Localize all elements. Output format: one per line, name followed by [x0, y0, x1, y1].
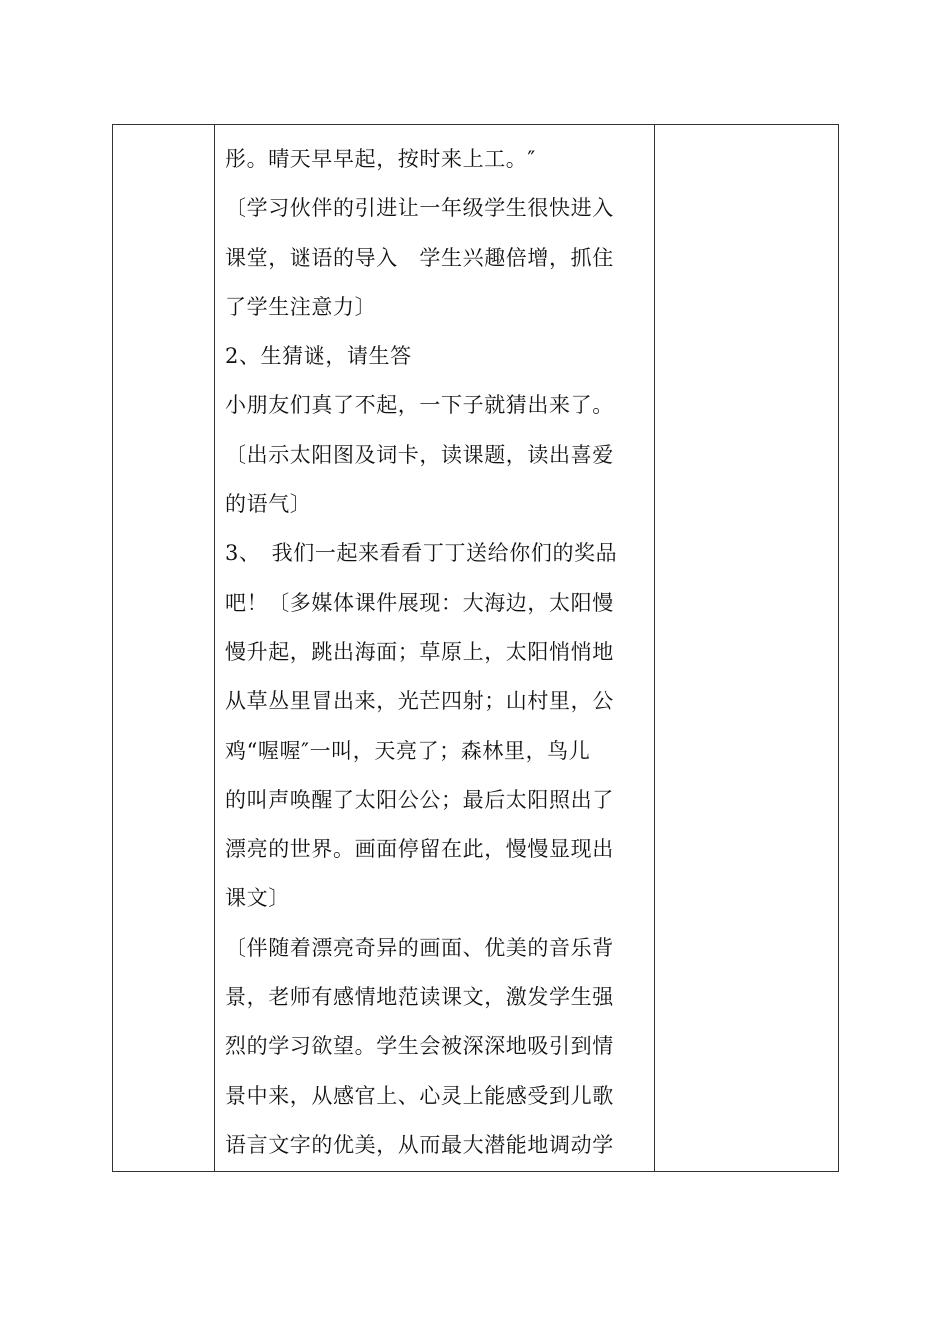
text-line: 课堂，谜语的导入 学生兴趣倍增，抓住: [225, 245, 614, 270]
text-line: 3、 我们一起来看看丁丁送给你们的奖品: [225, 541, 618, 566]
text-line: 小朋友们真了不起，一下子就猜出来了。: [225, 393, 614, 418]
text-line: 彤。晴天早早起，按时来上工。″: [225, 147, 536, 171]
text-line: 的叫声唤醒了太阳公公；最后太阳照出了: [225, 787, 614, 812]
text-line: 语言文字的优美，从而最大潜能地调动学: [225, 1132, 614, 1157]
text-line: 2、生猜谜，请生答: [225, 344, 412, 369]
table-row: [113, 125, 839, 1172]
text-line: 漂亮的世界。画面停留在此，慢慢显现出: [225, 837, 614, 862]
text-line: 景中来，从感官上、心灵上能感受到儿歌: [225, 1083, 614, 1108]
text-line: 了学生注意力〕: [225, 294, 377, 319]
lesson-content: [215, 125, 654, 1170]
text-line: 吧！〔多媒体课件展现：大海边，太阳慢: [225, 590, 614, 615]
left-column-cell: [113, 125, 215, 1172]
text-line: 〔出示太阳图及词卡，读课题，读出喜爱: [225, 442, 614, 467]
text-line: 〔学习伙伴的引进让一年级学生很快进入: [225, 196, 614, 221]
text-line: 鸡“喔喔″一叫，天亮了；森林里，鸟儿: [225, 738, 591, 763]
text-line: 烈的学习欲望。学生会被深深地吸引到情: [225, 1034, 614, 1059]
text-line: 从草丛里冒出来，光芒四射；山村里，公: [225, 689, 614, 714]
text-line: 慢升起，跳出海面；草原上，太阳悄悄地: [225, 639, 614, 664]
text-line: 〔伴随着漂亮奇异的画面、优美的音乐背: [225, 935, 614, 960]
content-column-cell: [215, 125, 655, 1172]
lesson-plan-table: [112, 124, 839, 1172]
right-column-cell: [655, 125, 839, 1172]
text-line: 的语气〕: [225, 492, 312, 517]
text-line: 景，老师有感情地范读课文，激发学生强: [225, 985, 614, 1010]
text-line: 课文〕: [225, 886, 290, 911]
